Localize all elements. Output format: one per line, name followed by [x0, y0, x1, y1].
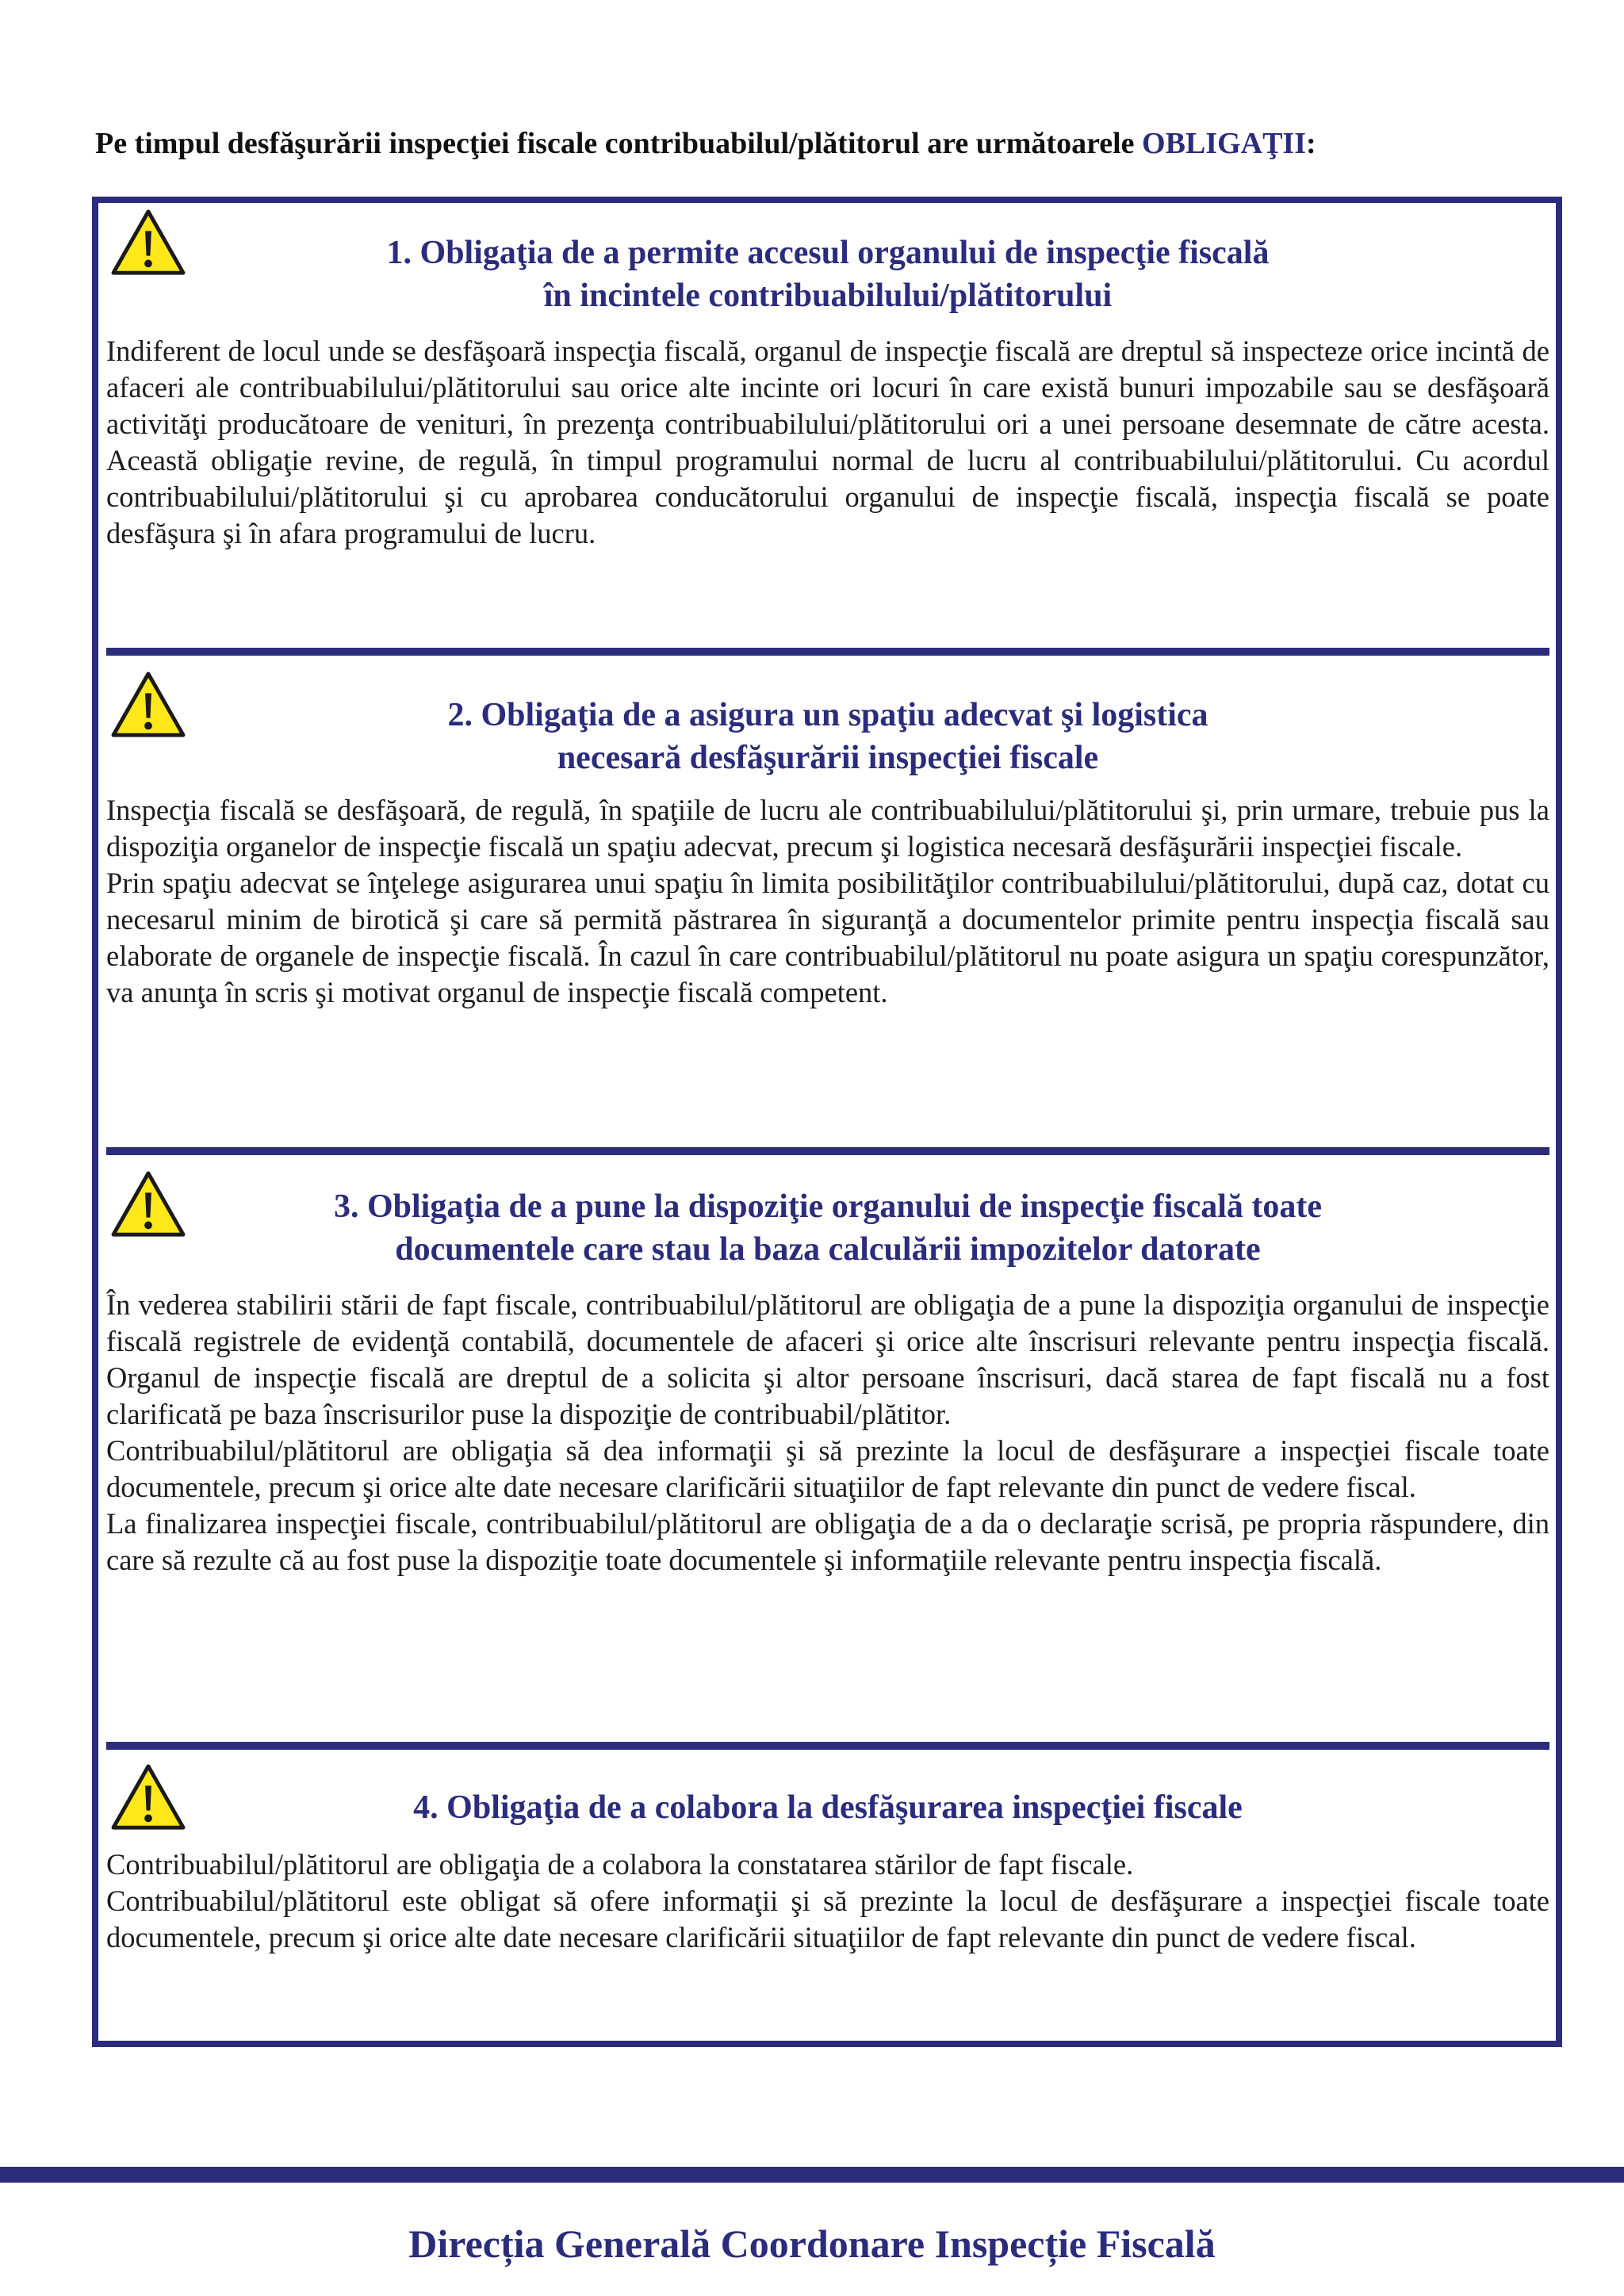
section-3-title-line2: documentele care stau la baza calculării impozitelor datorate	[395, 1231, 1261, 1268]
warning-icon	[109, 1762, 187, 1832]
section-1-body	[106, 333, 1549, 552]
section-3	[106, 1169, 1549, 1578]
section-1-title	[106, 208, 1549, 317]
section-3-title	[106, 1169, 1549, 1271]
section-1-title-line1: 1. Obligaţia de a permite accesul organului de inspecţie fiscală	[386, 235, 1270, 271]
section-3-paragraph-3: La finalizarea inspecţiei fiscale, contribuabilul/plătitorul are obligaţia de a da o declaraţie scrisă, pe propria răspundere, din care să rezulte că au fost puse la dispoziţie toate documentele şi informaţiile relevante pentru inspecţia fiscală.	[106, 1507, 1549, 1576]
section-4-title	[106, 1762, 1549, 1829]
section-1-paragraph-1: Indiferent de locul unde se desfăşoară inspecţia fiscală, organul de inspecţie fiscală are dreptul să inspecteze orice incintă de afaceri ale contribuabilului/plătitorului sau orice alte incinte ori locuri în care există bunuri impozabile sau se desfăşoară activităţi producătoare de venituri, în prezenţa contribuabilului/plătitorului ori a unei persoane desemnate de către acesta. Această obligaţie revine, de regulă, în timpul programului normal de lucru al contribuabilului/plătitorului. Cu acordul contribuabilului/plătitorului şi cu aprobarea conducătorului organului de inspecţie fiscală, inspecţia fiscală se poate desfăşura şi în afara programului de lucru.	[106, 335, 1549, 549]
section-3-title-line1: 3. Obligaţia de a pune la dispoziţie organului de inspecţie fiscală toate	[333, 1188, 1323, 1225]
section-divider-3	[106, 1742, 1549, 1750]
section-2-body	[106, 792, 1549, 1011]
intro-highlight: OBLIGAŢII	[1142, 127, 1307, 160]
warning-icon	[109, 1169, 187, 1239]
intro-line	[95, 125, 1538, 162]
section-4-paragraph-1: Contribuabilul/plătitorul are obligaţia de a colabora la constatarea stărilor de fapt fiscale.	[106, 1848, 1134, 1881]
section-4-paragraph-2: Contribuabilul/plătitorul este obligat să ofere informaţii şi să prezinte la locul de desfăşurare a inspecţiei fiscale toate documentele, precum şi orice alte date necesare clarificării situaţiilor de fapt relevante din punct de vedere fiscal.	[106, 1885, 1549, 1954]
section-2-title	[106, 670, 1549, 779]
section-2-paragraph-2: Prin spaţiu adecvat se înţelege asigurarea unui spaţiu în limita posibilităţilor contribuabilului/plătitorului, după caz, dotat cu necesarul minim de birotică şi care să permită păstrarea în siguranţă a documentelor primite pentru inspecţia fiscală sau elaborate de organele de inspecţie fiscală. În cazul în care contribuabilul/plătitorul nu poate asigura un spaţiu corespunzător, va anunţa în scris şi motivat organul de inspecţie fiscală competent.	[106, 867, 1549, 1008]
warning-icon	[109, 208, 187, 277]
section-3-paragraph-1: În vederea stabilirii stării de fapt fiscale, contribuabilul/plătitorul are obligaţia de a pune la dispoziţia organului de inspecţie fiscală registrele de evidenţă contabilă, documentele de afaceri şi orice alte înscrisuri relevante pentru inspecţia fiscală. Organul de inspecţie fiscală are dreptul de a solicita şi altor persoane înscrisuri, dacă starea de fapt fiscală nu a fost clarificată pe baza înscrisurilor puse la dispoziţie de contribuabil/plătitor.	[106, 1288, 1549, 1430]
intro-text: Pe timpul desfăşurării inspecţiei fiscale contribuabilul/plătitorul are următoarele	[95, 127, 1143, 160]
footer-rule	[0, 2167, 1624, 2183]
section-3-body	[106, 1287, 1549, 1578]
warning-icon	[109, 670, 187, 740]
section-4-title-line1: 4. Obligaţia de a colabora la desfăşurarea inspecţiei fiscale	[413, 1789, 1243, 1826]
section-2-title-line1: 2. Obligaţia de a asigura un spaţiu adecvat şi logistica	[447, 697, 1208, 733]
section-4-body	[106, 1846, 1549, 1956]
section-2	[106, 670, 1549, 1011]
section-2-title-line2: necesară desfăşurării inspecţiei fiscale	[557, 740, 1099, 776]
section-divider-2	[106, 1147, 1549, 1155]
footer-title: Direcția Generală Coordonare Inspecție Fiscală	[408, 2221, 1216, 2266]
section-3-paragraph-2: Contribuabilul/plătitorul are obligaţia să dea informaţii şi să prezinte la locul de desfăşurare a inspecţiei fiscale toate documentele, precum şi orice alte date necesare clarificării situaţiilor de fapt relevante din punct de vedere fiscal.	[106, 1434, 1549, 1503]
section-4	[106, 1762, 1549, 1956]
section-1-title-line2: în incintele contribuabilului/plătitorului	[543, 277, 1113, 314]
section-divider-1	[106, 648, 1549, 656]
section-1	[106, 208, 1549, 552]
intro-suffix: :	[1306, 127, 1316, 160]
section-2-paragraph-1: Inspecţia fiscală se desfăşoară, de regulă, în spaţiile de lucru ale contribuabilului/plătitorului şi, prin urmare, trebuie pus la dispoziţia organelor de inspecţie fiscală un spaţiu adecvat, precum şi logistica necesară desfăşurării inspecţiei fiscale.	[106, 794, 1549, 863]
